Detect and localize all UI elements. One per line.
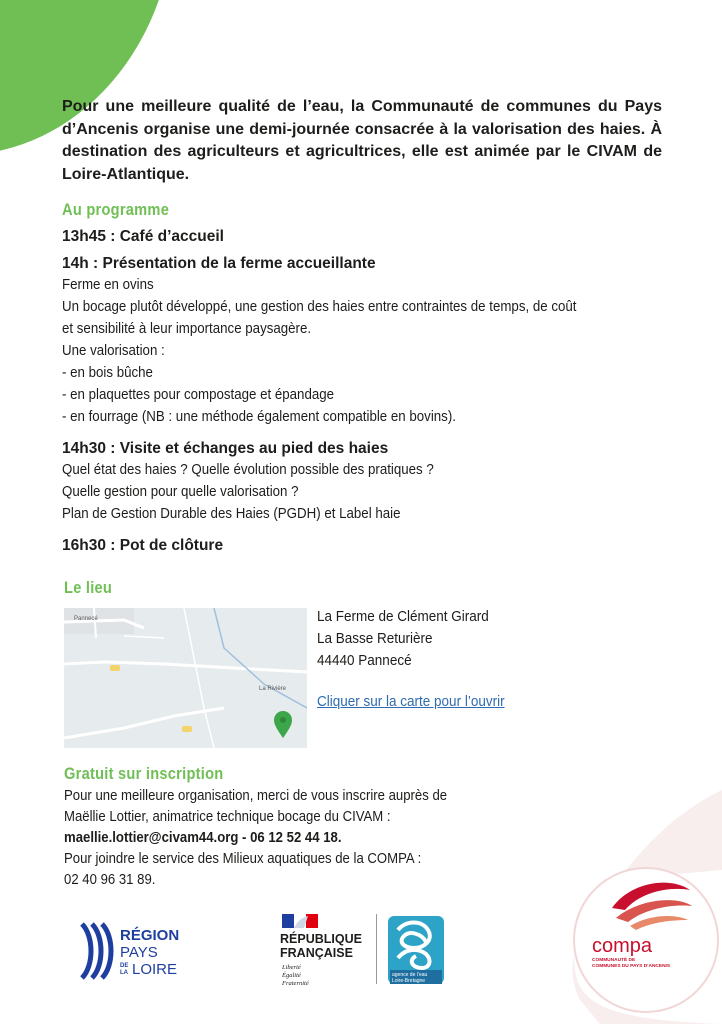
republique-line2: FRANÇAISE — [280, 946, 353, 960]
item-title: Visite et échanges au pied des haies — [119, 440, 389, 457]
agence-logo-graphic — [386, 914, 446, 986]
map-town-label: Pannecé — [74, 616, 98, 622]
region-line3: LOIRE — [132, 961, 178, 978]
item-title: Café d’accueil — [119, 228, 224, 245]
phone-line: 02 40 96 31 89. — [64, 872, 156, 888]
address-line: La Basse Returière — [317, 630, 433, 647]
item-time: 14h30 — [62, 440, 106, 457]
compa-sub2: COMMUNES DU PAYS D’ANCENIS — [592, 964, 671, 969]
item-time: 16h30 — [62, 537, 106, 554]
region-line2: PAYS — [120, 944, 158, 961]
contact-line[interactable]: maellie.lottier@civam44.org - 06 12 52 44 18. — [64, 830, 342, 846]
detail-line: - en fourrage (NB : une méthode également compatible en bovins). — [62, 409, 456, 425]
detail-line: Quel état des haies ? Quelle évolution possible des pratiques ? — [62, 462, 434, 478]
inscription-text — [64, 786, 447, 891]
item-time: 13h45 — [62, 228, 106, 245]
detail-line: Quelle gestion pour quelle valorisation ? — [62, 484, 299, 500]
item-separator: : — [88, 255, 103, 272]
location-map[interactable] — [64, 608, 307, 748]
item-separator: : — [105, 440, 120, 457]
motto-line: Égalité — [282, 972, 301, 979]
agence-eau-loire-bretagne-logo — [386, 914, 446, 991]
programme-item-2 — [62, 255, 376, 273]
item-separator: : — [105, 537, 120, 554]
programme-item-3-details — [62, 459, 434, 525]
region-line1: RÉGION — [120, 927, 180, 944]
map-graphic — [64, 608, 307, 748]
open-map-link[interactable]: Cliquer sur la carte pour l’ouvrir — [317, 693, 505, 710]
region-logo-graphic — [78, 922, 188, 982]
logo-divider — [376, 914, 377, 984]
programme-item-1 — [62, 228, 224, 246]
programme-item-2-details — [62, 274, 576, 428]
detail-line: Un bocage plutôt développé, une gestion des haies entre contraintes de temps, de coût — [62, 299, 577, 315]
compa-name: compa — [592, 935, 653, 957]
detail-line: - en bois bûche — [62, 365, 153, 381]
programme-heading: Au programme — [62, 200, 170, 219]
motto-line: Liberté — [282, 964, 301, 971]
item-time: 14h — [62, 255, 89, 272]
republique-francaise-logo — [278, 910, 378, 997]
republique-line1: RÉPUBLIQUE — [280, 932, 362, 946]
region-pays-de-la-loire-logo — [78, 922, 188, 987]
detail-line: et sensibilité à leur importance paysagère. — [62, 321, 312, 337]
agence-line1: agence de l’eau — [392, 972, 428, 978]
marianne-flag-icon — [278, 910, 378, 992]
inscription-line: Maëllie Lottier, animatrice technique bocage du CIVAM : — [64, 809, 391, 825]
agence-line2: Loire-Bretagne — [392, 978, 426, 984]
detail-line: - en plaquettes pour compostage et épandage — [62, 387, 335, 403]
inscription-line: Pour une meilleure organisation, merci de vous inscrire auprès de — [64, 788, 448, 804]
address-line: La Ferme de Clément Girard — [317, 608, 489, 625]
item-title: Pot de clôture — [119, 537, 224, 554]
region-de: DE — [120, 963, 129, 969]
lieu-heading: Le lieu — [64, 578, 113, 597]
address-block — [317, 606, 489, 672]
compa-sub1: COMMUNAUTÉ DE — [592, 958, 636, 963]
region-la: LA — [120, 970, 128, 976]
intro-paragraph: Pour une meilleure qualité de l’eau, la Communauté de communes du Pays d’Ancenis organise une demi-journée consacrée à la valorisation des haies. À destination des agriculteurs et agricultrices, elle est animée par le CIVAM de Loire-Atlantique. — [62, 98, 662, 183]
programme-item-3 — [62, 440, 388, 458]
address-line: 44440 Pannecé — [317, 652, 412, 669]
detail-line: Une valorisation : — [62, 343, 165, 359]
map-place-label: La Rivière — [259, 686, 287, 692]
item-separator: : — [105, 228, 120, 245]
inscription-heading: Gratuit sur inscription — [64, 764, 224, 783]
programme-item-4 — [62, 537, 223, 555]
item-title: Présentation de la ferme accueillante — [102, 255, 376, 272]
partner-logos — [0, 900, 722, 1024]
inscription-line: Pour joindre le service des Milieux aquatiques de la COMPA : — [64, 851, 422, 867]
detail-line: Ferme en ovins — [62, 277, 154, 293]
detail-line: Plan de Gestion Durable des Haies (PGDH) et Label haie — [62, 506, 401, 522]
motto-line: Fraternité — [282, 980, 309, 987]
